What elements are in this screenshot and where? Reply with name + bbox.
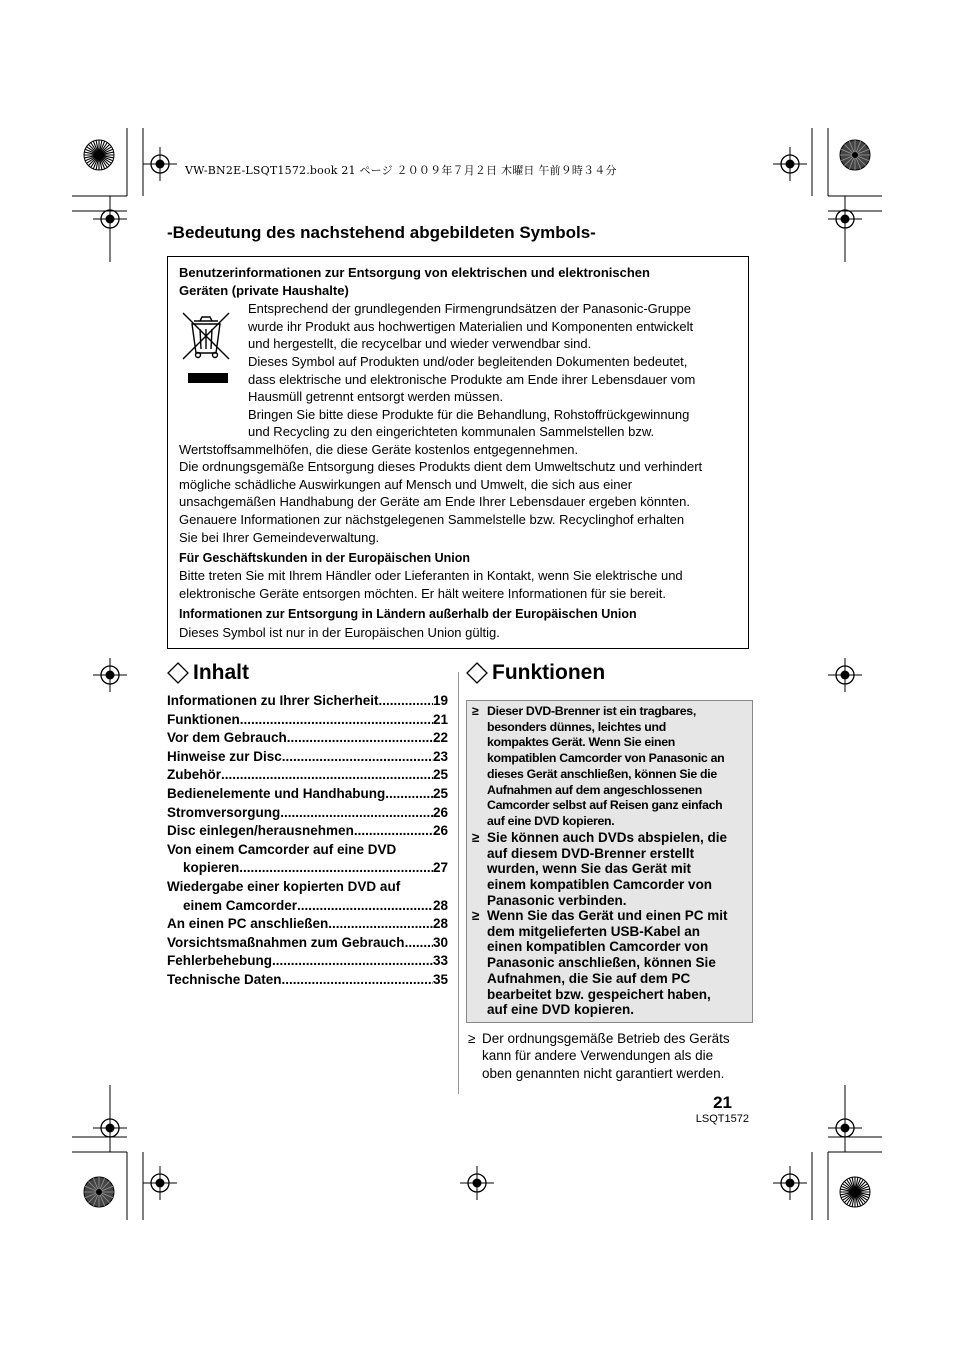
business-title: Für Geschäftskunden in der Europäischen Union <box>179 551 471 565</box>
info-p4-l1: Die ordnungsgemäße Entsorgung dieses Produkts dient dem Umweltschutz und verhindert <box>179 459 703 474</box>
toc-item[interactable]: Vor dem Gebrauch ..... 22 <box>167 729 448 748</box>
bullet-icon: ≥ <box>472 704 479 718</box>
info-p2-l2: dass elektrische und elektronische Produkte am Ende ihrer Lebensdauer vom <box>248 372 696 387</box>
info-p1-l1: Entsprechend der grundlegenden Firmengrundsätzen der Panasonic-Gruppe <box>248 301 692 316</box>
function-item-1: Dieser DVD-Brenner ist ein tragbares, besonders dünnes, leichtes und kompaktes Gerät. Wenn Sie einen kompatiblen Camcorder von Panasonic an dieses Gerät anschließen, können Sie die Aufnahmen auf dem angeschlossenen Camcorder selbst auf Reisen ganz einfach auf eine DVD kopieren. <box>487 704 725 828</box>
info-title-line2: Geräten (private Haushalte) <box>179 283 349 298</box>
symbol-section-heading: -Bedeutung des nachstehend abgebildeten Symbols- <box>167 223 596 242</box>
business-l2: elektronische Geräte entsorgen möchten. Er hält weitere Informationen für sie bereit. <box>179 586 667 601</box>
business-l1: Bitte treten Sie mit Ihrem Händler oder Lieferanten in Kontakt, wenn Sie elektrische und <box>179 568 683 583</box>
info-title-line1: Benutzerinformationen zur Entsorgung von elektrischen und elektronischen <box>179 265 650 280</box>
toc-item[interactable]: Stromversorgung ..... 26 <box>167 804 448 823</box>
functions-heading <box>466 661 605 685</box>
info-p3-l2: und Recycling zu den eingerichteten kommunalen Sammelstellen bzw. <box>248 424 655 439</box>
outside-eu-title: Informationen zur Entsorgung in Ländern außerhalb der Europäischen Union <box>179 607 637 621</box>
diamond-icon <box>167 662 189 684</box>
function-item-3: Wenn Sie das Gerät und einen PC mit dem mitgelieferten USB-Kabel an einen kompatiblen Camcorder von Panasonic anschließen, können Sie Aufnahmen, die Sie auf dem PC bearbeitet bzw. gespeichert haben, auf eine DVD kopieren. <box>487 908 728 1018</box>
outside-eu-l1: Dieses Symbol ist nur in der Europäischen Union gültig. <box>179 625 500 640</box>
info-p3-l1: Bringen Sie bitte diese Produkte für die Behandlung, Rohstoffrückgewinnung <box>248 407 690 422</box>
document-code: LSQT1572 <box>695 1113 749 1125</box>
toc-item[interactable]: Fehlerbehebung ..... 33 <box>167 952 448 971</box>
bullet-icon: ≥ <box>472 908 480 923</box>
toc-item[interactable]: Informationen zu Ihrer Sicherheit ..... 19 <box>167 692 448 711</box>
toc-item[interactable]: Technische Daten ..... 35 <box>167 971 448 990</box>
page-number: 21 <box>713 1093 732 1112</box>
info-p2-l3: Hausmüll getrennt entsorgt werden müssen. <box>248 389 504 404</box>
toc-item-continued[interactable]: einem Camcorder ..... 28 <box>167 897 448 916</box>
toc-item[interactable]: Zubehör ..... 25 <box>167 766 448 785</box>
column-divider <box>458 672 459 1094</box>
info-p1-l2: wurde ihr Produkt aus hochwertigen Materialien und Komponenten entwickelt <box>248 319 694 334</box>
toc-item[interactable]: Vorsichtsmaßnahmen zum Gebrauch ..... 30 <box>167 934 448 953</box>
crossed-out-wheelie-bin-icon <box>180 309 232 385</box>
toc-item[interactable]: Von einem Camcorder auf eine DVD <box>167 841 397 857</box>
table-of-contents <box>167 692 448 990</box>
functions-highlight-box <box>466 700 753 1023</box>
info-p4-l3: unsachgemäßen Handhabung der Geräte am Ende Ihrer Lebensdauer ergeben könnten. <box>179 494 690 509</box>
info-p2-l1: Dieses Symbol auf Produkten und/oder begleitenden Dokumenten bedeutet, <box>248 354 688 369</box>
functions-title: Funktionen <box>492 661 606 684</box>
bullet-icon: ≥ <box>468 1031 476 1046</box>
toc-item[interactable]: Hinweise zur Disc ..... 23 <box>167 748 448 767</box>
info-p4-l2: mögliche schädliche Auswirkungen auf Mensch und Umwelt, die sich aus einer <box>179 477 633 492</box>
toc-title: Inhalt <box>193 661 249 684</box>
toc-item[interactable]: Funktionen ..... 21 <box>167 711 448 730</box>
print-header: VW-BN2E-LSQT1572.book 21 ページ ２００９年７月２日 木曜日 午前９時３４分 <box>185 164 617 177</box>
bullet-icon: ≥ <box>472 830 480 845</box>
disposal-info-box <box>167 256 749 649</box>
toc-item[interactable]: Disc einlegen/herausnehmen ..... 26 <box>167 822 448 841</box>
toc-item[interactable]: Wiedergabe einer kopierten DVD auf <box>167 878 401 894</box>
diamond-icon <box>466 662 488 684</box>
toc-heading <box>167 661 249 685</box>
function-item-2: Sie können auch DVDs abspielen, die auf diesem DVD-Brenner erstellt wurden, wenn Sie das Gerät mit einem kompatiblen Camcorder von Panasonic verbinden. <box>487 830 728 908</box>
info-p4-l5: Sie bei Ihrer Gemeindeverwaltung. <box>179 530 380 545</box>
toc-item[interactable]: An einen PC anschließen ..... 28 <box>167 915 448 934</box>
info-p1-l3: und hergestellt, die recycelbar und wieder verwendbar sind. <box>248 336 592 351</box>
toc-item[interactable]: Bedienelemente und Handhabung ..... 25 <box>167 785 448 804</box>
info-p4-l4: Genauere Informationen zur nächstgelegenen Sammelstelle bzw. Recyclinghof erhalten <box>179 512 685 527</box>
toc-item-continued[interactable]: kopieren ..... 27 <box>167 859 448 878</box>
info-p3-l3: Wertstoffsammelhöfen, die diese Geräte kostenlos entgegennehmen. <box>179 442 579 457</box>
